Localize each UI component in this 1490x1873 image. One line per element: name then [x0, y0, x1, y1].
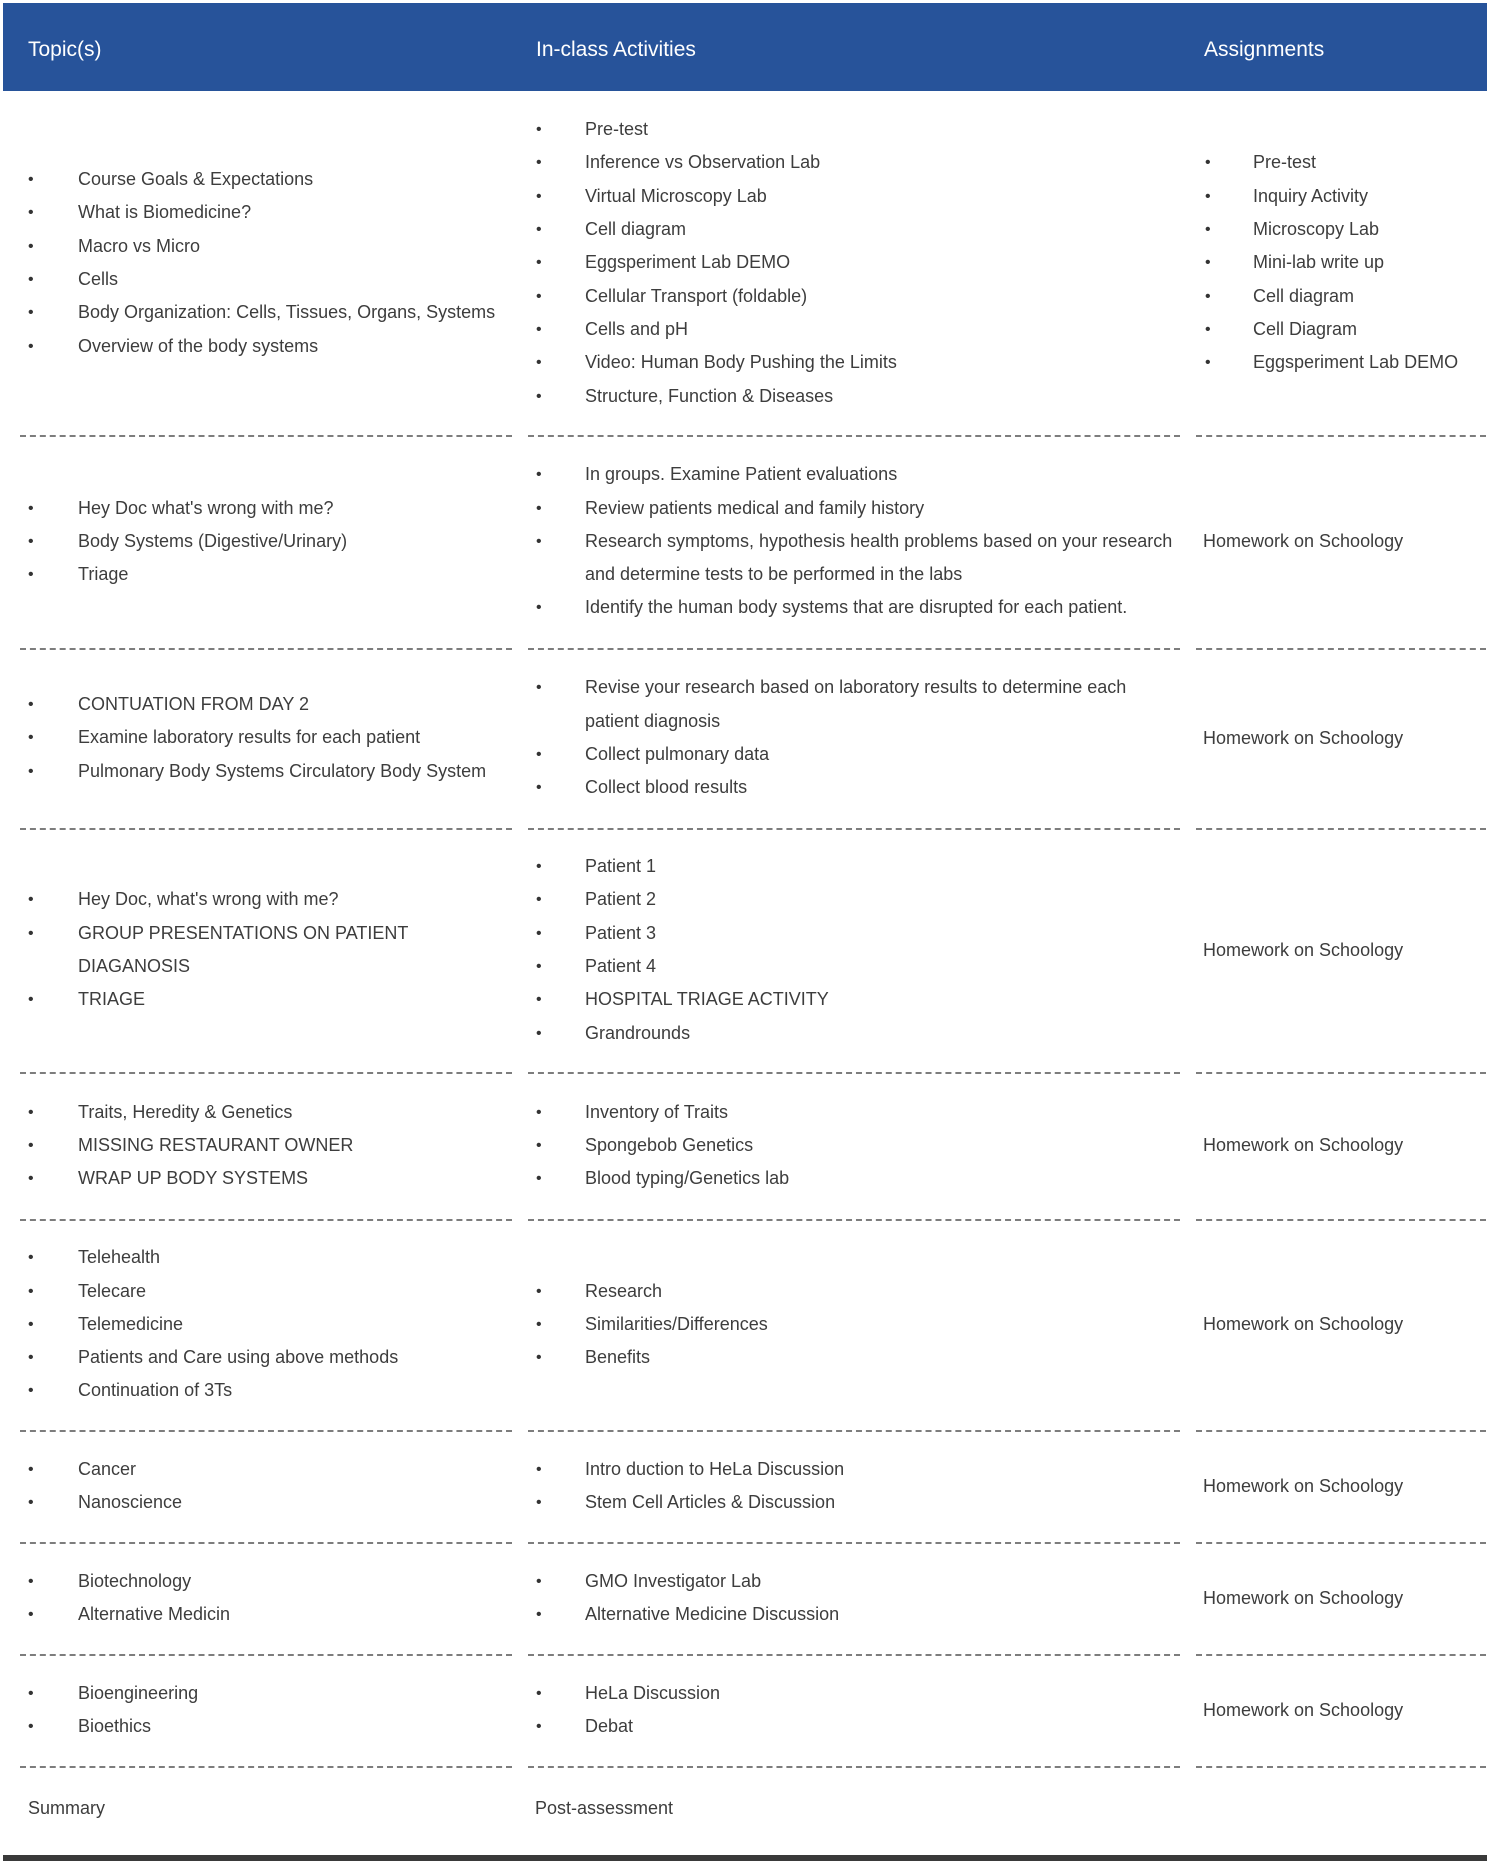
list-item-text: Body Systems (Digestive/Urinary) — [78, 530, 348, 551]
list-item-text: Research — [585, 1280, 663, 1301]
list-item-text: WRAP UP BODY SYSTEMS — [78, 1168, 309, 1189]
activities-text: Post-assessment — [535, 1797, 674, 1818]
list-item-text: MISSING RESTAURANT OWNER — [78, 1134, 354, 1155]
topics-text: Summary — [28, 1797, 106, 1818]
header-assignments: Assignments — [1204, 38, 1325, 61]
table-row — [0, 1542, 1490, 1654]
list-item — [0, 163, 520, 196]
list-item — [0, 1486, 520, 1519]
assignments-cell — [1190, 1542, 1490, 1654]
bullet-icon: • — [536, 858, 542, 876]
bullet-icon: • — [536, 746, 542, 763]
list-item — [520, 591, 1190, 624]
list-item-text: Continuation of 3Ts — [78, 1380, 233, 1401]
assignments-text: Homework on Schoology — [1203, 727, 1404, 748]
topics-cell — [0, 828, 520, 1072]
assignments-cell — [1190, 1072, 1490, 1219]
list-item — [0, 230, 520, 263]
list-item — [0, 558, 520, 591]
list-item — [0, 1710, 520, 1743]
topics-list — [0, 1241, 520, 1407]
table-row — [0, 435, 1490, 648]
list-item-text: Microscopy Lab — [1253, 219, 1380, 240]
list-item — [520, 738, 1190, 771]
bullet-icon: • — [28, 1249, 34, 1267]
header-topics: Topic(s) — [28, 38, 102, 61]
bullet-icon: • — [1205, 320, 1211, 338]
list-item-text: HeLa Discussion — [585, 1682, 721, 1703]
list-item-text: Benefits — [585, 1347, 651, 1368]
bullet-icon: • — [1205, 221, 1211, 239]
list-item — [1190, 346, 1490, 379]
list-item-text: Revise your research based on laboratory results to determine each — [585, 677, 1127, 698]
topics-cell — [0, 1766, 520, 1850]
assignments-text: Homework on Schoology — [1203, 1475, 1404, 1496]
assignments-text: Homework on Schoology — [1203, 531, 1404, 551]
list-item — [1190, 246, 1490, 279]
bullet-icon: • — [536, 254, 542, 272]
list-item-text: Inquiry Activity — [1253, 185, 1369, 206]
bullet-icon: • — [1205, 187, 1211, 205]
list-item — [0, 1308, 520, 1341]
list-item-text: Pre-test — [585, 119, 649, 140]
activities-cell — [520, 91, 1190, 435]
list-item — [520, 146, 1190, 179]
list-item-text: Review patients medical and family history — [585, 497, 925, 518]
bullet-icon: • — [28, 337, 34, 355]
table-row — [0, 91, 1490, 435]
topics-list — [0, 1677, 520, 1744]
list-item — [0, 330, 520, 363]
list-item — [520, 771, 1190, 804]
activities-list — [520, 1275, 1190, 1375]
list-item — [520, 850, 1190, 883]
list-item-text: Bioethics — [78, 1716, 152, 1736]
bullet-icon: • — [536, 779, 542, 797]
list-item — [0, 721, 520, 754]
list-item — [520, 113, 1190, 146]
list-item-text: Blood typing/Genetics lab — [585, 1168, 790, 1189]
activities-cell — [520, 435, 1190, 648]
assignments-cell — [1190, 1766, 1490, 1850]
assignments-cell — [1190, 91, 1490, 435]
bullet-icon: • — [536, 1606, 542, 1623]
list-item-text: Similarities/Differences — [585, 1313, 768, 1334]
activities-cell — [520, 1654, 1190, 1766]
bullet-icon: • — [536, 221, 542, 239]
list-item — [0, 1565, 520, 1598]
activities-cell — [520, 1219, 1190, 1430]
list-item — [0, 688, 520, 721]
topics-list — [0, 1565, 520, 1632]
list-item — [520, 1486, 1190, 1519]
bullet-icon: • — [536, 599, 542, 617]
list-item-text: Debat — [585, 1716, 634, 1736]
bullet-icon: • — [536, 1315, 542, 1333]
list-item-text: Patient 1 — [585, 856, 657, 877]
list-item — [520, 313, 1190, 346]
list-item-text: Stem Cell Articles & Discussion — [585, 1492, 836, 1512]
list-item-text: What is Biomedicine? — [78, 202, 252, 223]
list-item — [520, 213, 1190, 246]
list-item — [520, 1308, 1190, 1341]
assignments-cell — [1190, 1654, 1490, 1766]
list-item-text: Cell Diagram — [1253, 318, 1358, 339]
list-item — [0, 296, 520, 329]
bullet-icon: • — [536, 1349, 542, 1367]
list-item — [520, 883, 1190, 916]
bullet-icon: • — [28, 891, 34, 909]
bullet-icon: • — [28, 171, 34, 189]
list-item-text: TRIAGE — [78, 989, 146, 1010]
bullet-icon: • — [536, 1024, 542, 1042]
list-item-text: Bioengineering — [78, 1682, 199, 1703]
list-item — [0, 1453, 520, 1486]
table-row — [0, 828, 1490, 1072]
bullet-icon: • — [536, 354, 542, 372]
list-item — [520, 1275, 1190, 1308]
topics-list — [0, 688, 520, 788]
list-item — [520, 180, 1190, 213]
bullet-icon: • — [28, 1718, 34, 1735]
list-item-text: Intro duction to HeLa Discussion — [585, 1458, 845, 1479]
bullet-icon: • — [28, 1684, 34, 1702]
list-item-text: Identify the human body systems that are disrupted for each patient. — [585, 597, 1128, 618]
list-item — [1190, 180, 1490, 213]
bullet-icon: • — [536, 958, 542, 975]
list-item-text: HOSPITAL TRIAGE ACTIVITY — [585, 989, 829, 1010]
list-item — [0, 1275, 520, 1308]
list-item — [520, 492, 1190, 525]
assignments-text: Homework on Schoology — [1203, 939, 1404, 960]
bullet-icon: • — [28, 762, 34, 780]
list-item-text: Telemedicine — [78, 1313, 184, 1334]
topics-list — [0, 1453, 520, 1520]
list-item — [520, 671, 1190, 704]
list-item-text: In groups. Examine Patient evaluations — [585, 464, 898, 485]
list-item-text: Patient 3 — [585, 922, 657, 943]
list-item — [0, 883, 520, 916]
bullet-icon: • — [28, 237, 34, 255]
list-item — [520, 246, 1190, 279]
topics-list — [0, 492, 520, 592]
bullet-icon: • — [536, 1136, 542, 1154]
list-item-text: Structure, Function & Diseases — [585, 385, 834, 406]
bullet-icon: • — [28, 1606, 34, 1623]
list-item — [0, 1129, 520, 1162]
list-item — [0, 950, 520, 983]
list-item-text: Hey Doc what's wrong with me? — [78, 497, 334, 518]
bullet-icon: • — [536, 154, 542, 172]
list-item — [0, 263, 520, 296]
list-item — [520, 1677, 1190, 1710]
topics-cell — [0, 1219, 520, 1430]
bullet-icon: • — [536, 1460, 542, 1478]
list-item-text: GMO Investigator Lab — [585, 1570, 762, 1591]
bullet-icon: • — [28, 304, 34, 322]
list-item — [520, 983, 1190, 1016]
bullet-icon: • — [1205, 287, 1211, 305]
bullet-icon: • — [28, 1103, 34, 1121]
topics-list — [0, 1096, 520, 1196]
bullet-icon: • — [28, 924, 34, 942]
table-row — [0, 1072, 1490, 1219]
topics-cell — [0, 1542, 520, 1654]
activities-cell — [520, 1766, 1190, 1850]
bullet-icon: • — [28, 1494, 34, 1511]
assignments-text: Homework on Schoology — [1203, 1587, 1404, 1608]
activities-cell — [520, 1430, 1190, 1542]
activities-list — [520, 1096, 1190, 1196]
list-item-text: Cell diagram — [585, 219, 687, 240]
bullet-icon: • — [536, 466, 542, 484]
activities-cell — [520, 828, 1190, 1072]
bullet-icon: • — [28, 729, 34, 747]
activities-list — [520, 1677, 1190, 1744]
list-item-text: Cellular Transport (foldable) — [585, 285, 808, 306]
activities-list — [520, 850, 1190, 1050]
list-item — [520, 705, 1190, 738]
list-item-text: Course Goals & Expectations — [78, 169, 314, 190]
list-item-text: Virtual Microscopy Lab — [585, 185, 767, 206]
list-item-text: Inference vs Observation Lab — [585, 152, 821, 173]
bullet-icon: • — [28, 1349, 34, 1367]
topics-list — [0, 883, 520, 1016]
list-item — [520, 950, 1190, 983]
topics-cell — [0, 91, 520, 435]
list-item — [520, 1129, 1190, 1162]
list-item — [0, 917, 520, 950]
list-item-text: Video: Human Body Pushing the Limits — [585, 352, 897, 373]
list-item-text: Cells — [78, 269, 119, 289]
list-item — [0, 1096, 520, 1129]
list-item — [0, 1241, 520, 1274]
bullet-icon: • — [536, 679, 542, 697]
bullet-icon: • — [536, 387, 542, 405]
assignments-text: Homework on Schoology — [1203, 1135, 1404, 1155]
list-item-text: CONTUATION FROM DAY 2 — [78, 694, 310, 715]
list-item-text: Cell diagram — [1253, 285, 1355, 306]
bullet-icon: • — [536, 121, 542, 139]
list-item-text: Cells and pH — [585, 318, 689, 339]
list-item-text: Pre-test — [1253, 152, 1317, 173]
list-item — [520, 1565, 1190, 1598]
bullet-icon: • — [536, 891, 542, 909]
bullet-icon: • — [28, 1382, 34, 1400]
topics-cell — [0, 648, 520, 828]
bullet-icon: • — [28, 566, 34, 584]
bullet-icon: • — [28, 1315, 34, 1333]
assignments-cell — [1190, 1430, 1490, 1542]
list-item — [0, 1677, 520, 1710]
list-item-text: Research symptoms, hypothesis health problems based on your research — [585, 530, 1173, 551]
bullet-icon: • — [536, 1718, 542, 1735]
topics-cell — [0, 1072, 520, 1219]
list-item-text: Alternative Medicin — [78, 1604, 231, 1624]
list-item — [0, 1162, 520, 1195]
bullet-icon: • — [1205, 354, 1211, 372]
bullet-icon: • — [536, 1684, 542, 1702]
list-item — [0, 492, 520, 525]
list-item-text: Pulmonary Body Systems Circulatory Body System — [78, 760, 487, 781]
list-item-text: Examine laboratory results for each patient — [78, 727, 421, 748]
list-item — [520, 1598, 1190, 1631]
bullet-icon: • — [536, 991, 542, 1009]
bullet-icon: • — [536, 287, 542, 305]
assignments-list — [1190, 146, 1490, 379]
activities-cell — [520, 1542, 1190, 1654]
bullet-icon: • — [28, 499, 34, 517]
list-item — [520, 525, 1190, 558]
list-item — [520, 1162, 1190, 1195]
list-item-text: Telehealth — [78, 1247, 161, 1268]
table-row — [0, 1766, 1490, 1850]
assignments-text: Homework on Schoology — [1203, 1314, 1404, 1334]
list-item — [520, 1017, 1190, 1050]
assignments-text: Homework on Schoology — [1203, 1699, 1404, 1720]
list-item-text: DIAGANOSIS — [78, 956, 191, 976]
list-item-text: Alternative Medicine Discussion — [585, 1604, 840, 1624]
assignments-cell — [1190, 828, 1490, 1072]
list-item — [0, 1341, 520, 1374]
bullet-icon: • — [28, 1170, 34, 1188]
list-item-text: Patient 2 — [585, 889, 657, 910]
list-item — [1190, 280, 1490, 313]
list-item — [0, 1374, 520, 1407]
list-item-text: Nanoscience — [78, 1492, 183, 1512]
table-row — [0, 1430, 1490, 1542]
list-item — [0, 1598, 520, 1631]
activities-list — [520, 458, 1190, 624]
list-item — [1190, 213, 1490, 246]
list-item — [520, 458, 1190, 491]
bullet-icon: • — [1205, 254, 1211, 272]
table-row — [0, 648, 1490, 828]
list-item — [520, 1341, 1190, 1374]
activities-list — [520, 671, 1190, 804]
list-item-text: Eggsperiment Lab DEMO — [1253, 352, 1459, 373]
activities-cell — [520, 648, 1190, 828]
list-item-text: Inventory of Traits — [585, 1101, 729, 1122]
bullet-icon: • — [28, 1460, 34, 1478]
bullet-icon: • — [28, 1572, 34, 1590]
list-item-text: Mini-lab write up — [1253, 252, 1385, 273]
list-item — [520, 1096, 1190, 1129]
list-item-text: Telecare — [78, 1280, 147, 1301]
topics-cell — [0, 1430, 520, 1542]
list-item — [520, 1453, 1190, 1486]
bullet-icon: • — [536, 1572, 542, 1590]
bullet-icon: • — [28, 532, 34, 550]
bullet-icon: • — [28, 204, 34, 222]
bullet-icon: • — [28, 1282, 34, 1300]
table-row — [0, 1219, 1490, 1430]
list-item-text: Spongebob Genetics — [585, 1134, 754, 1155]
list-item-text: Traits, Heredity & Genetics — [78, 1101, 293, 1122]
bullet-icon: • — [536, 1103, 542, 1121]
activities-list — [520, 1453, 1190, 1520]
table-bottom-border — [3, 1855, 1487, 1861]
list-item-text: Triage — [78, 564, 129, 585]
list-item-text: Collect pulmonary data — [585, 744, 770, 764]
topics-cell — [0, 435, 520, 648]
activities-list — [520, 1565, 1190, 1632]
list-item-text: Overview of the body systems — [78, 335, 319, 356]
list-item-text: patient diagnosis — [585, 710, 721, 731]
header-activities: In-class Activities — [536, 38, 696, 61]
assignments-cell — [1190, 648, 1490, 828]
bullet-icon: • — [1205, 154, 1211, 172]
bullet-icon: • — [536, 532, 542, 550]
list-item — [0, 196, 520, 229]
list-item — [520, 558, 1190, 591]
list-item-text: GROUP PRESENTATIONS ON PATIENT — [78, 922, 409, 943]
list-item — [0, 983, 520, 1016]
bullet-icon: • — [536, 924, 542, 942]
bullet-icon: • — [536, 1282, 542, 1300]
list-item-text: Eggsperiment Lab DEMO — [585, 252, 791, 273]
bullet-icon: • — [536, 1170, 542, 1188]
table-row — [0, 1654, 1490, 1766]
topics-list — [0, 163, 520, 363]
list-item — [520, 346, 1190, 379]
list-item-text: Patients and Care using above methods — [78, 1347, 399, 1368]
list-item-text: Grandrounds — [585, 1022, 691, 1043]
list-item-text: Patient 4 — [585, 956, 657, 976]
bullet-icon: • — [28, 696, 34, 714]
list-item-text: and determine tests to be performed in the labs — [585, 564, 963, 585]
assignments-cell — [1190, 1219, 1490, 1430]
activities-cell — [520, 1072, 1190, 1219]
bullet-icon: • — [536, 320, 542, 338]
list-item-text: Cancer — [78, 1458, 137, 1479]
list-item-text: Body Organization: Cells, Tissues, Organs, Systems — [78, 302, 496, 323]
bullet-icon: • — [28, 991, 34, 1009]
table-header — [3, 3, 1487, 91]
bullet-icon: • — [536, 1494, 542, 1511]
list-item — [520, 1710, 1190, 1743]
list-item — [0, 755, 520, 788]
bullet-icon: • — [28, 271, 34, 288]
topics-cell — [0, 1654, 520, 1766]
bullet-icon: • — [536, 499, 542, 517]
assignments-cell — [1190, 435, 1490, 648]
list-item — [0, 525, 520, 558]
list-item-text: Macro vs Micro — [78, 235, 201, 256]
list-item — [1190, 313, 1490, 346]
list-item — [1190, 146, 1490, 179]
bullet-icon: • — [28, 1136, 34, 1154]
activities-list — [520, 113, 1190, 413]
bullet-icon: • — [536, 187, 542, 205]
list-item — [520, 917, 1190, 950]
list-item — [520, 380, 1190, 413]
list-item-text: Hey Doc, what's wrong with me? — [78, 889, 339, 910]
list-item-text: Collect blood results — [585, 777, 748, 798]
list-item-text: Biotechnology — [78, 1570, 192, 1591]
list-item — [520, 280, 1190, 313]
